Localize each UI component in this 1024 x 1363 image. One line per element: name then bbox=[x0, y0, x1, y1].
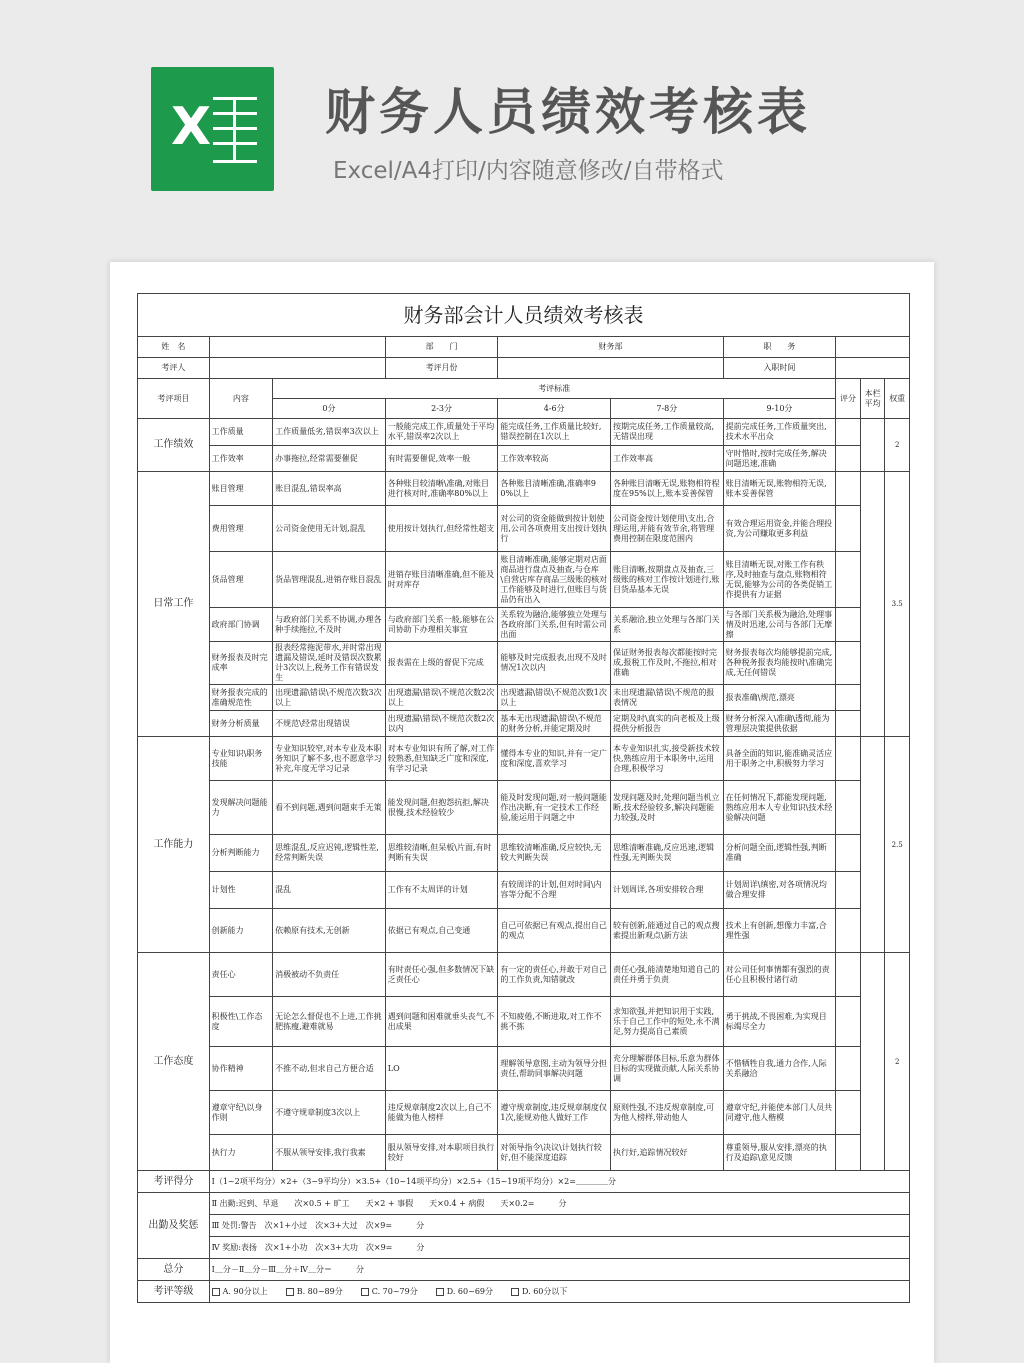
level-header: 0分 bbox=[273, 399, 386, 419]
criteria-row bbox=[138, 872, 910, 909]
criteria-level-0: 依赖原有技术,无创新 bbox=[273, 909, 386, 953]
criteria-level-4: 有效合理运用资金,并能合理投资,为公司赚取更多利益 bbox=[723, 506, 836, 552]
grade-label: 考评等级 bbox=[138, 1281, 210, 1303]
score-field[interactable] bbox=[836, 781, 861, 835]
join-label: 入职时间 bbox=[723, 358, 836, 379]
criteria-content: 专业知识\职务技能 bbox=[209, 737, 272, 781]
criteria-level-3: 账目清晰,按期盘点及抽查,三级账的核对工作按计划进行,账目货品基本无误 bbox=[611, 552, 724, 608]
criteria-level-4: 不惜牺牲自我,通力合作,人际关系融洽 bbox=[723, 1047, 836, 1091]
criteria-level-1: 出现遗漏\错误\不规范次数2次以内 bbox=[385, 711, 498, 737]
criteria-level-0: 混乱 bbox=[273, 872, 386, 909]
score-field[interactable] bbox=[836, 835, 861, 872]
criteria-level-2: 懂得本专业的知识,并有一定广度和深度,喜欢学习 bbox=[498, 737, 611, 781]
grade-option[interactable] bbox=[212, 1287, 268, 1296]
criteria-level-4: 尊重领导,服从安排,漂亮的执行及追踪\意见反馈 bbox=[723, 1135, 836, 1171]
level-header: 9-10分 bbox=[723, 399, 836, 419]
criteria-level-2: 工作效率较高 bbox=[498, 446, 611, 472]
score-field[interactable] bbox=[836, 1135, 861, 1171]
criteria-level-4: 账目清晰无误,账物相符无误,账本妥善保管 bbox=[723, 472, 836, 506]
criteria-content: 发现解决问题能力 bbox=[209, 781, 272, 835]
score-header: 评分 bbox=[836, 379, 861, 419]
criteria-level-4: 技术上有创新,想像力丰富,合理性强 bbox=[723, 909, 836, 953]
criteria-content: 遵章守纪\以身作则 bbox=[209, 1091, 272, 1135]
criteria-level-2: 遵守规章制度,违反规章制度仅1次,能规劝他人做好工作 bbox=[498, 1091, 611, 1135]
criteria-level-2: 能够及时完成报表,出现不及时情况1次以内 bbox=[498, 642, 611, 685]
criteria-level-1: 各种账目较清晰\准确,对账目进行核对时,准确率80%以上 bbox=[385, 472, 498, 506]
criteria-level-1: 思维较清晰,但呆板\片面,有时判断有失误 bbox=[385, 835, 498, 872]
criteria-content: 财务分析质量 bbox=[209, 711, 272, 737]
criteria-row bbox=[138, 953, 910, 997]
score-total-label: 考评得分 bbox=[138, 1171, 210, 1193]
criteria-level-0: 看不到问题,遇到问题束手无策 bbox=[273, 781, 386, 835]
criteria-level-4: 财务分析深入\准确\透彻,能为管理层决策提供依据 bbox=[723, 711, 836, 737]
criteria-level-2: 各种账目清晰准确,准确率90%以上 bbox=[498, 472, 611, 506]
score-field[interactable] bbox=[836, 419, 861, 446]
score-field[interactable] bbox=[836, 472, 861, 506]
criteria-row bbox=[138, 642, 910, 685]
score-field[interactable] bbox=[836, 446, 861, 472]
criteria-level-2: 能及时发现问题,对一般问题能作出决断,有一定技术工作经验,能运用于问题之中 bbox=[498, 781, 611, 835]
grade-option[interactable] bbox=[286, 1287, 343, 1296]
weight-value: 2 bbox=[885, 419, 910, 472]
criteria-level-3: 公司资金按计划使用\支出,合理运用,并能有效节余,将管理费用控制在限度范围内 bbox=[611, 506, 724, 552]
criteria-level-1: 使用按计划执行,但经常性超支 bbox=[385, 506, 498, 552]
criteria-content: 执行力 bbox=[209, 1135, 272, 1171]
score-field[interactable] bbox=[836, 997, 861, 1047]
criteria-level-4: 具备全面的知识,能准确灵活应用于职务之中,积极努力学习 bbox=[723, 737, 836, 781]
criteria-level-3: 工作效率高 bbox=[611, 446, 724, 472]
criteria-row bbox=[138, 909, 910, 953]
criteria-level-2: 对领导指令\决议\计划执行较好,但不能深度追踪 bbox=[498, 1135, 611, 1171]
criteria-level-0: 公司资金使用无计划,混乱 bbox=[273, 506, 386, 552]
criteria-level-0: 不遵守规章制度3次以上 bbox=[273, 1091, 386, 1135]
criteria-level-1: 工作有不太周详的计划 bbox=[385, 872, 498, 909]
criteria-content: 财务报表及时完成率 bbox=[209, 642, 272, 685]
criteria-level-0: 货品管理混乱,进销存账目混乱 bbox=[273, 552, 386, 608]
criteria-level-3: 较有创新,能通过自己的观点搜索提出新观点\新方法 bbox=[611, 909, 724, 953]
criteria-level-4: 报表准确\规范,漂亮 bbox=[723, 685, 836, 711]
criteria-level-0: 无论怎么督促也不上进,工作挑肥拣瘦,避难就易 bbox=[273, 997, 386, 1047]
level-header: 4-6分 bbox=[498, 399, 611, 419]
criteria-level-4: 财务报表每次均能够提前完成,各种税务报表均能按时\准确完成,无任何错误 bbox=[723, 642, 836, 685]
grade-option-label: D. 60分以下 bbox=[522, 1286, 568, 1296]
criteria-level-2: 对公司的资金能做到按计划使用,公司各项费用支出按计划执行 bbox=[498, 506, 611, 552]
excel-logo-icon: X bbox=[151, 67, 274, 191]
attendance-label: 出勤及奖惩 bbox=[138, 1193, 210, 1259]
score-field[interactable] bbox=[836, 953, 861, 997]
criteria-level-4: 账目清晰无误,对账工作有秩序,及时抽查与盘点,账物相符无误,能够为公司的各类促销工作提供有力证据 bbox=[723, 552, 836, 608]
criteria-level-0: 账目混乱,错误率高 bbox=[273, 472, 386, 506]
criteria-level-3: 按期完成任务,工作质量较高,无错误出现 bbox=[611, 419, 724, 446]
criteria-level-3: 计划周详,各项安排较合理 bbox=[611, 872, 724, 909]
criteria-level-1: 违反规章制度2次以上,自己不能做为他人榜样 bbox=[385, 1091, 498, 1135]
score-field[interactable] bbox=[836, 711, 861, 737]
criteria-row bbox=[138, 1047, 910, 1091]
criteria-content: 分析判断能力 bbox=[209, 835, 272, 872]
weight-value: 2 bbox=[885, 953, 910, 1171]
content-header: 内容 bbox=[209, 379, 272, 419]
criteria-content: 创新能力 bbox=[209, 909, 272, 953]
criteria-row bbox=[138, 608, 910, 642]
grade-option-label: B. 80~89分 bbox=[296, 1286, 343, 1296]
criteria-level-1: 进销存账目清晰准确,但不能及时对库存 bbox=[385, 552, 498, 608]
group-name: 工作能力 bbox=[138, 737, 210, 953]
checkbox-icon[interactable] bbox=[511, 1288, 519, 1296]
criteria-row bbox=[138, 1091, 910, 1135]
criteria-content: 财务报表完成的准确规范性 bbox=[209, 685, 272, 711]
avg-field[interactable] bbox=[860, 419, 885, 472]
criteria-level-3: 定期及时\真实的向老板及上级提供分析报告 bbox=[611, 711, 724, 737]
level-header: 7-8分 bbox=[611, 399, 724, 419]
criteria-row bbox=[138, 711, 910, 737]
criteria-level-1: 依据已有观点,自己变通 bbox=[385, 909, 498, 953]
criteria-level-1: 服从领导安排,对本职项目执行较好 bbox=[385, 1135, 498, 1171]
weight-value: 2.5 bbox=[885, 737, 910, 953]
criteria-content: 账目管理 bbox=[209, 472, 272, 506]
criteria-level-0: 与政府部门关系不协调,办理各种手续拖拉,不及时 bbox=[273, 608, 386, 642]
banner-title: 财务人员绩效考核表 bbox=[325, 83, 811, 141]
avg-field[interactable] bbox=[860, 737, 885, 953]
criteria-level-4: 勇于挑战,不畏困难,为实现目标竭尽全力 bbox=[723, 997, 836, 1047]
score-field[interactable] bbox=[836, 506, 861, 552]
criteria-level-3: 发现问题及时,处理问题当机立断,技术经验较多,解决问题能力较强,及时 bbox=[611, 781, 724, 835]
score-field[interactable] bbox=[836, 608, 861, 642]
criteria-level-1: 能发现问题,但抱怨抗拒,解决很慢,技术经验较少 bbox=[385, 781, 498, 835]
score-field[interactable] bbox=[836, 1091, 861, 1135]
score-field[interactable] bbox=[836, 909, 861, 953]
reviewer-label: 考评人 bbox=[138, 358, 210, 379]
criteria-level-3: 未出现遗漏\错误\不规范的报表情况 bbox=[611, 685, 724, 711]
criteria-content: 货品管理 bbox=[209, 552, 272, 608]
score-field[interactable] bbox=[836, 642, 861, 685]
criteria-level-3: 原则性强,不违反规章制度,可为他人榜样,带动他人 bbox=[611, 1091, 724, 1135]
criteria-row bbox=[138, 685, 910, 711]
grade-option-label: D. 60~69分 bbox=[446, 1286, 493, 1296]
weight-value: 3.5 bbox=[885, 472, 910, 737]
criteria-level-2: 思维较清晰准确,反应较快,无较大判断失误 bbox=[498, 835, 611, 872]
criteria-level-4: 守时惜时,按时完成任务,解决问题迅速,准确 bbox=[723, 446, 836, 472]
criteria-content: 协作精神 bbox=[209, 1047, 272, 1091]
avg-header: 本栏平均 bbox=[860, 379, 885, 419]
criteria-row bbox=[138, 552, 910, 608]
weight-header: 权重 bbox=[885, 379, 910, 419]
grade-option[interactable] bbox=[436, 1287, 493, 1296]
position-field[interactable] bbox=[836, 337, 910, 358]
criteria-level-0: 报表经常拖泥带水,并时常出现遗漏及错误,延时及错误次数累计3次以上,税务工作有错误发生 bbox=[273, 642, 386, 685]
score-formula[interactable]: Ⅰ（1~2项平均分）×2+（3~9平均分）×3.5+（10~14项平均分）×2.5+（15~19项平均分）×2=＿＿＿＿分 bbox=[209, 1171, 909, 1193]
criteria-level-0: 工作质量低劣,错误率3次以上 bbox=[273, 419, 386, 446]
grade-option[interactable] bbox=[511, 1287, 567, 1296]
criteria-level-3: 求知欲强,并把知识用于实践,乐于自己工作中的短处,永不满足,努力提高自己素质 bbox=[611, 997, 724, 1047]
checkbox-icon[interactable] bbox=[361, 1288, 369, 1296]
criteria-level-1: 一般能完成工作,质量处于平均水平,错误率2次以上 bbox=[385, 419, 498, 446]
criteria-content: 费用管理 bbox=[209, 506, 272, 552]
month-field[interactable] bbox=[498, 358, 723, 379]
level-header: 2-3分 bbox=[385, 399, 498, 419]
standard-header: 考评标准 bbox=[273, 379, 836, 399]
item-header: 考评项目 bbox=[138, 379, 210, 419]
criteria-level-4: 与各部门关系极为融洽,处理事情及时迅速,公司与各部门无摩擦 bbox=[723, 608, 836, 642]
name-label: 姓 名 bbox=[138, 337, 210, 358]
checkbox-icon[interactable] bbox=[286, 1288, 294, 1296]
criteria-level-1: 出现遗漏\错误\不规范次数2次以上 bbox=[385, 685, 498, 711]
avg-field[interactable] bbox=[860, 472, 885, 737]
criteria-level-2: 基本无出现遗漏\错误\不规范的财务分析,并能定期及时 bbox=[498, 711, 611, 737]
criteria-level-2: 能完成任务,工作质量比较好,错误控制在1次以上 bbox=[498, 419, 611, 446]
criteria-level-1: 与政府部门关系一般,能够在公司协助下办理相关事宜 bbox=[385, 608, 498, 642]
criteria-level-2: 出现遗漏\错误\不规范次数1次以上 bbox=[498, 685, 611, 711]
score-field[interactable] bbox=[836, 872, 861, 909]
criteria-level-4: 计划周详\缜密,对各项情况均做合理安排 bbox=[723, 872, 836, 909]
name-field[interactable] bbox=[209, 337, 385, 358]
group-name: 工作态度 bbox=[138, 953, 210, 1171]
criteria-content: 计划性 bbox=[209, 872, 272, 909]
criteria-level-1: 有时责任心强,但多数情况下缺乏责任心 bbox=[385, 953, 498, 997]
criteria-row bbox=[138, 781, 910, 835]
score-field[interactable] bbox=[836, 1047, 861, 1091]
criteria-level-0: 出现遗漏\错误\不规范次数3次以上 bbox=[273, 685, 386, 711]
grade-option[interactable] bbox=[361, 1287, 418, 1296]
criteria-level-3: 思维清晰准确,反应迅速,逻辑性强,无判断失误 bbox=[611, 835, 724, 872]
criteria-level-0: 思维混乱,反应迟钝,逻辑性差,经常判断失误 bbox=[273, 835, 386, 872]
avg-field[interactable] bbox=[860, 953, 885, 1171]
criteria-level-1: 报表需在上级的督促下完成 bbox=[385, 642, 498, 685]
criteria-level-2: 关系较为融洽,能够独立处理与各政府部门关系,但有时需公司出面 bbox=[498, 608, 611, 642]
criteria-level-2: 有一定的责任心,并敢于对自己的工作负责,知错就改 bbox=[498, 953, 611, 997]
score-field[interactable] bbox=[836, 552, 861, 608]
join-field[interactable] bbox=[836, 358, 910, 379]
criteria-level-2: 理解领导意图,主动为领导分担责任,帮助同事解决问题 bbox=[498, 1047, 611, 1091]
dept-label: 部 门 bbox=[385, 337, 498, 358]
criteria-row bbox=[138, 472, 910, 506]
criteria-level-0: 专业知识较窄,对本专业及本职务知识了解不多,也不愿意学习补充,年度无学习记录 bbox=[273, 737, 386, 781]
criteria-level-2: 自己可依据已有观点,提出自己的观点 bbox=[498, 909, 611, 953]
criteria-row bbox=[138, 737, 910, 781]
criteria-level-3: 本专业知识扎实,接受新技术较快,熟练应用于本职务中,运用合理,积极学习 bbox=[611, 737, 724, 781]
criteria-level-2: 有较周详的计划,但对时间\内容等分配不合理 bbox=[498, 872, 611, 909]
criteria-level-3: 执行好,追踪情况较好 bbox=[611, 1135, 724, 1171]
criteria-level-1: 对本专业知识有所了解,对工作较熟悉,但知缺乏广度和深度,有学习记录 bbox=[385, 737, 498, 781]
criteria-level-0: 不服从领导安排,我行我素 bbox=[273, 1135, 386, 1171]
sheet-title: 财务部会计人员绩效考核表 bbox=[138, 294, 910, 337]
criteria-row bbox=[138, 506, 910, 552]
criteria-level-3: 责任心强,能清楚地知道自己的责任并勇于负责 bbox=[611, 953, 724, 997]
appraisal-table bbox=[137, 293, 910, 1303]
banner-subtitle: Excel/A4打印/内容随意修改/自带格式 bbox=[333, 158, 724, 184]
attendance-line[interactable]: Ⅲ 处罚:警告 次×1+小过 次×3+大过 次×9= 分 bbox=[209, 1215, 909, 1237]
checkbox-icon[interactable] bbox=[212, 1288, 220, 1296]
total-formula[interactable]: Ⅰ＿分－Ⅱ＿分－Ⅲ＿分＋Ⅳ＿分＝ 分 bbox=[209, 1259, 909, 1281]
group-name: 日常工作 bbox=[138, 472, 210, 737]
checkbox-icon[interactable] bbox=[436, 1288, 444, 1296]
criteria-level-4: 对公司任何事情都有强烈的责任心且积极付诸行动 bbox=[723, 953, 836, 997]
criteria-level-4: 遵章守纪,并能使本部门人员共同遵守,他人楷模 bbox=[723, 1091, 836, 1135]
criteria-level-4: 分析问题全面,逻辑性强,判断准确 bbox=[723, 835, 836, 872]
criteria-level-4: 提前完成任务,工作质量突出,技术水平出众 bbox=[723, 419, 836, 446]
criteria-content: 责任心 bbox=[209, 953, 272, 997]
criteria-level-0: 不规范\经常出现错误 bbox=[273, 711, 386, 737]
criteria-level-3: 关系融洽,独立处理与各部门关系 bbox=[611, 608, 724, 642]
group-name: 工作绩效 bbox=[138, 419, 210, 472]
score-field[interactable] bbox=[836, 737, 861, 781]
month-label: 考评月份 bbox=[385, 358, 498, 379]
total-label: 总分 bbox=[138, 1259, 210, 1281]
grade-option-label: A. 90分以上 bbox=[222, 1286, 268, 1296]
reviewer-field[interactable] bbox=[209, 358, 385, 379]
criteria-row bbox=[138, 1135, 910, 1171]
criteria-content: 积极性\工作态度 bbox=[209, 997, 272, 1047]
attendance-line[interactable]: Ⅱ 出勤:迟到、早退 次×0.5 + 旷工 天×2 + 事假 天×0.4 + 病假 天×0.2= 分 bbox=[209, 1193, 909, 1215]
criteria-level-2: 账目清晰准确,能够定期对店面商品进行盘点及抽查,与仓库\自营店库存商品三级账的核对工作能够及时进行,但账目与货品仍有出入 bbox=[498, 552, 611, 608]
position-label: 职 务 bbox=[723, 337, 836, 358]
attendance-line[interactable]: Ⅳ 奖励:表扬 次×1+小功 次×3+大功 次×9= 分 bbox=[209, 1237, 909, 1259]
criteria-content: 工作效率 bbox=[209, 446, 272, 472]
criteria-level-3: 充分理解群体目标,乐意为群体目标的实现做贡献,人际关系协调 bbox=[611, 1047, 724, 1091]
criteria-level-1: 有时需要催促,效率一般 bbox=[385, 446, 498, 472]
criteria-level-3: 保证财务报表每次都能按时完成,报税工作及时,不拖拉,相对准确 bbox=[611, 642, 724, 685]
criteria-content: 政府部门协调 bbox=[209, 608, 272, 642]
criteria-level-3: 各种账目清晰无误,账物相符程度在95%以上,账本妥善保管 bbox=[611, 472, 724, 506]
banner bbox=[0, 0, 1024, 262]
criteria-level-1: 遇到问题和困难就垂头丧气,不出成果 bbox=[385, 997, 498, 1047]
criteria-row bbox=[138, 419, 910, 446]
grade-options bbox=[209, 1281, 909, 1303]
criteria-level-2: 不知疲倦,不断进取,对工作不挑不拣 bbox=[498, 997, 611, 1047]
criteria-level-1: LO bbox=[385, 1047, 498, 1091]
criteria-content: 工作质量 bbox=[209, 419, 272, 446]
criteria-level-0: 消极被动不负责任 bbox=[273, 953, 386, 997]
criteria-level-4: 在任何情况下,都能发现问题,熟练应用本人专业知识\技术经验解决问题 bbox=[723, 781, 836, 835]
criteria-row bbox=[138, 835, 910, 872]
score-field[interactable] bbox=[836, 685, 861, 711]
criteria-row bbox=[138, 446, 910, 472]
criteria-level-0: 办事拖拉,经常需要催促 bbox=[273, 446, 386, 472]
dept-value[interactable]: 财务部 bbox=[498, 337, 723, 358]
grade-option-label: C. 70~79分 bbox=[371, 1286, 418, 1296]
criteria-row bbox=[138, 997, 910, 1047]
criteria-level-0: 不推不动,但求自己方便合适 bbox=[273, 1047, 386, 1091]
